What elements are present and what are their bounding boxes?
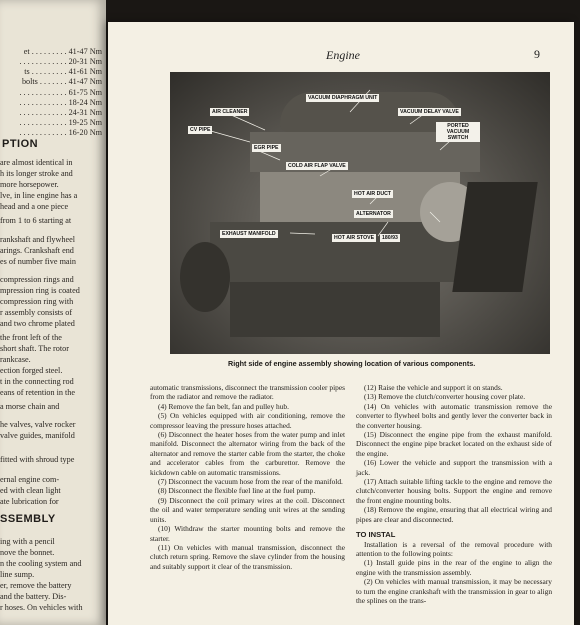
left-page-line: eans of retention in the: [0, 388, 76, 397]
left-page-line: compression ring with: [0, 297, 74, 306]
paragraph: (13) Remove the clutch/converter housing cover plate.: [364, 392, 526, 402]
paragraph: (16) Lower the vehicle and support the transmission with a jack.: [356, 458, 552, 477]
left-heading-assembly: SSEMBLY: [0, 513, 56, 525]
left-page-line: . . . . . . . . . . . . 24-31 Nm: [19, 108, 102, 117]
label-ported-vacuum-switch: PORTED VACUUM SWITCH: [436, 122, 480, 142]
left-page-line: r hoses. On vehicles with: [0, 603, 83, 612]
paragraph: (18) Remove the engine, ensuring that all electrical wiring and pipes are clear and disconnected.: [356, 505, 552, 524]
paragraph: automatic transmissions, disconnect the transmission cooler pipes from the radiator and remove the radiator.: [150, 383, 345, 402]
label-exhaust-manifold: EXHAUST MANIFOLD: [222, 231, 276, 237]
text-column-right: [356, 383, 552, 605]
left-page-line: es of number five main: [0, 257, 76, 266]
left-page-line: and the battery. Dis-: [0, 592, 67, 601]
left-page-line: he valves, valve rocker: [0, 420, 76, 429]
left-page-line: the front left of the: [0, 333, 62, 342]
left-page-line: compression rings and: [0, 275, 74, 284]
left-page-line: are almost identical in: [0, 158, 73, 167]
label-figure-code: 180/93: [382, 235, 398, 241]
paragraph: (9) Disconnect the coil primary wires at the coil. Disconnect the oil and water temperature sending unit wires at the sending units.: [150, 495, 345, 524]
left-page-line: r assembly consists of: [0, 308, 73, 317]
left-page-line: short shaft. The rotor: [0, 344, 69, 353]
left-page-line: . . . . . . . . . . . . 20-31 Nm: [19, 57, 102, 66]
paragraph: (8) Disconnect the flexible fuel line at the fuel pump.: [158, 486, 316, 496]
left-heading-description: PTION: [2, 138, 39, 150]
left-page-line: more horsepower.: [0, 180, 59, 189]
left-page-line: and two chrome plated: [0, 319, 75, 328]
paragraph: (5) On vehicles equipped with air conditioning, remove the compressor leaving the pressure hoses attached.: [150, 411, 345, 430]
label-cv-pipe: CV PIPE: [190, 127, 211, 133]
paragraph: (15) Disconnect the engine pipe from the exhaust manifold. Disconnect the engine pipe bracket located on the exhaust side of the engine.: [356, 430, 552, 458]
left-page-line: fitted with shroud type: [0, 455, 75, 464]
paragraph: (12) Raise the vehicle and support it on stands.: [364, 383, 503, 392]
left-page-line: arings. Crankshaft end: [0, 246, 74, 255]
paragraph: (14) On vehicles with automatic transmission remove the converter to flywheel bolts and gently lever the converter back in the converter housing.: [356, 401, 552, 430]
left-page-line: ing with a pencil: [0, 537, 55, 546]
paragraph: (11) On vehicles with manual transmission, disconnect the clutch return spring. Remove the slave cylinder from the housing and suitably support it clear of the transmission.: [150, 542, 345, 571]
left-page-line: . . . . . . . . . . . . 61-75 Nm: [19, 88, 102, 97]
label-hot-air-stove: HOT AIR STOVE: [334, 235, 375, 241]
label-vacuum-diaphragm-unit: VACUUM DIAPHRAGM UNIT: [308, 95, 378, 101]
label-alternator: ALTERNATOR: [356, 211, 391, 217]
left-page-line: . . . . . . . . . . . . 19-25 Nm: [19, 118, 102, 127]
left-page-line: t in the connecting rod: [0, 377, 74, 386]
left-page-line: rankshaft and flywheel: [0, 235, 76, 244]
engine-photo: [170, 72, 550, 354]
left-page-line: ate lubrication for: [0, 497, 59, 506]
left-page-line: ts . . . . . . . . . 41-61 Nm: [24, 67, 102, 76]
paragraph: (10) Withdraw the starter mounting bolts and remove the starter.: [150, 524, 345, 543]
paragraph: (2) On vehicles with manual transmission, it may be necessary to turn the engine crankshaft with the transmission in gear to align the splines on the trans-: [356, 577, 553, 605]
left-page-line: er, remove the battery: [0, 581, 72, 590]
left-page-line: line sump.: [0, 570, 35, 579]
label-air-cleaner: AIR CLEANER: [212, 109, 248, 115]
left-page-line: h its longer stroke and: [0, 169, 73, 178]
paragraph: (4) Remove the fan belt, fan and pulley hub.: [158, 401, 289, 411]
label-hot-air-duct: HOT AIR DUCT: [354, 191, 391, 197]
label-cold-air-flap-valve: COLD AIR FLAP VALVE: [288, 163, 346, 169]
figure-caption: Right side of engine assembly showing location of various components.: [228, 359, 476, 368]
left-page-line: a morse chain and: [0, 402, 60, 411]
left-page-line: . . . . . . . . . . . . 18-24 Nm: [19, 98, 102, 107]
left-page-line: valve guides, manifold: [0, 431, 75, 440]
left-page-line: ernal engine com-: [0, 475, 60, 484]
left-page-line: lve, in line engine has a: [0, 191, 78, 200]
text-column-left: [150, 383, 345, 571]
paragraph: (7) Disconnect the vacuum hose from the rear of the manifold.: [158, 477, 343, 487]
left-page-line: ed with clean light: [0, 486, 61, 495]
label-vacuum-delay-valve: VACUUM DELAY VALVE: [400, 109, 459, 115]
left-page-line: ection forged steel.: [0, 366, 63, 375]
paragraph: (17) Attach suitable lifting tackle to the engine and remove the clutch/converter housing bolts. Support the engine and remove the front engine mounting bolts.: [356, 477, 552, 505]
left-page-line: mpression ring is coated: [0, 286, 80, 295]
left-page-line: et . . . . . . . . . 41-47 Nm: [23, 47, 102, 56]
running-title: Engine: [326, 48, 360, 62]
left-page-line: rankcase.: [0, 355, 31, 364]
left-page-line: from 1 to 6 starting at: [0, 216, 72, 225]
paragraph: (1) Install guide pins in the rear of the engine to align the engine with the transmission assembly.: [356, 558, 552, 577]
left-page: [0, 0, 106, 625]
left-page-line: n the cooling system and: [0, 559, 82, 568]
paragraph: (6) Disconnect the heater hoses from the water pump and inlet manifold. Disconnect the alternator wiring from the back of the alternator and remove the starter cable from the starter, the choke and accelerator cables from the carburettor. Remove the kickdown cable on automatic transmissions.: [150, 430, 345, 477]
left-page-line: head and a one piece: [0, 202, 69, 211]
label-egr-pipe: EGR PIPE: [254, 145, 279, 151]
page-number: 9: [534, 47, 540, 61]
left-page-line: bolts . . . . . . . 41-47 Nm: [21, 77, 102, 86]
left-page-line: nove the bonnet.: [0, 548, 55, 557]
subheading-to-instal: TO INSTAL: [356, 530, 396, 540]
left-page-line: . . . . . . . . . . . . 16-20 Nm: [19, 128, 102, 137]
paragraph: Installation is a reversal of the removal procedure with attention to the following points:: [356, 539, 552, 558]
right-page: [108, 22, 574, 625]
